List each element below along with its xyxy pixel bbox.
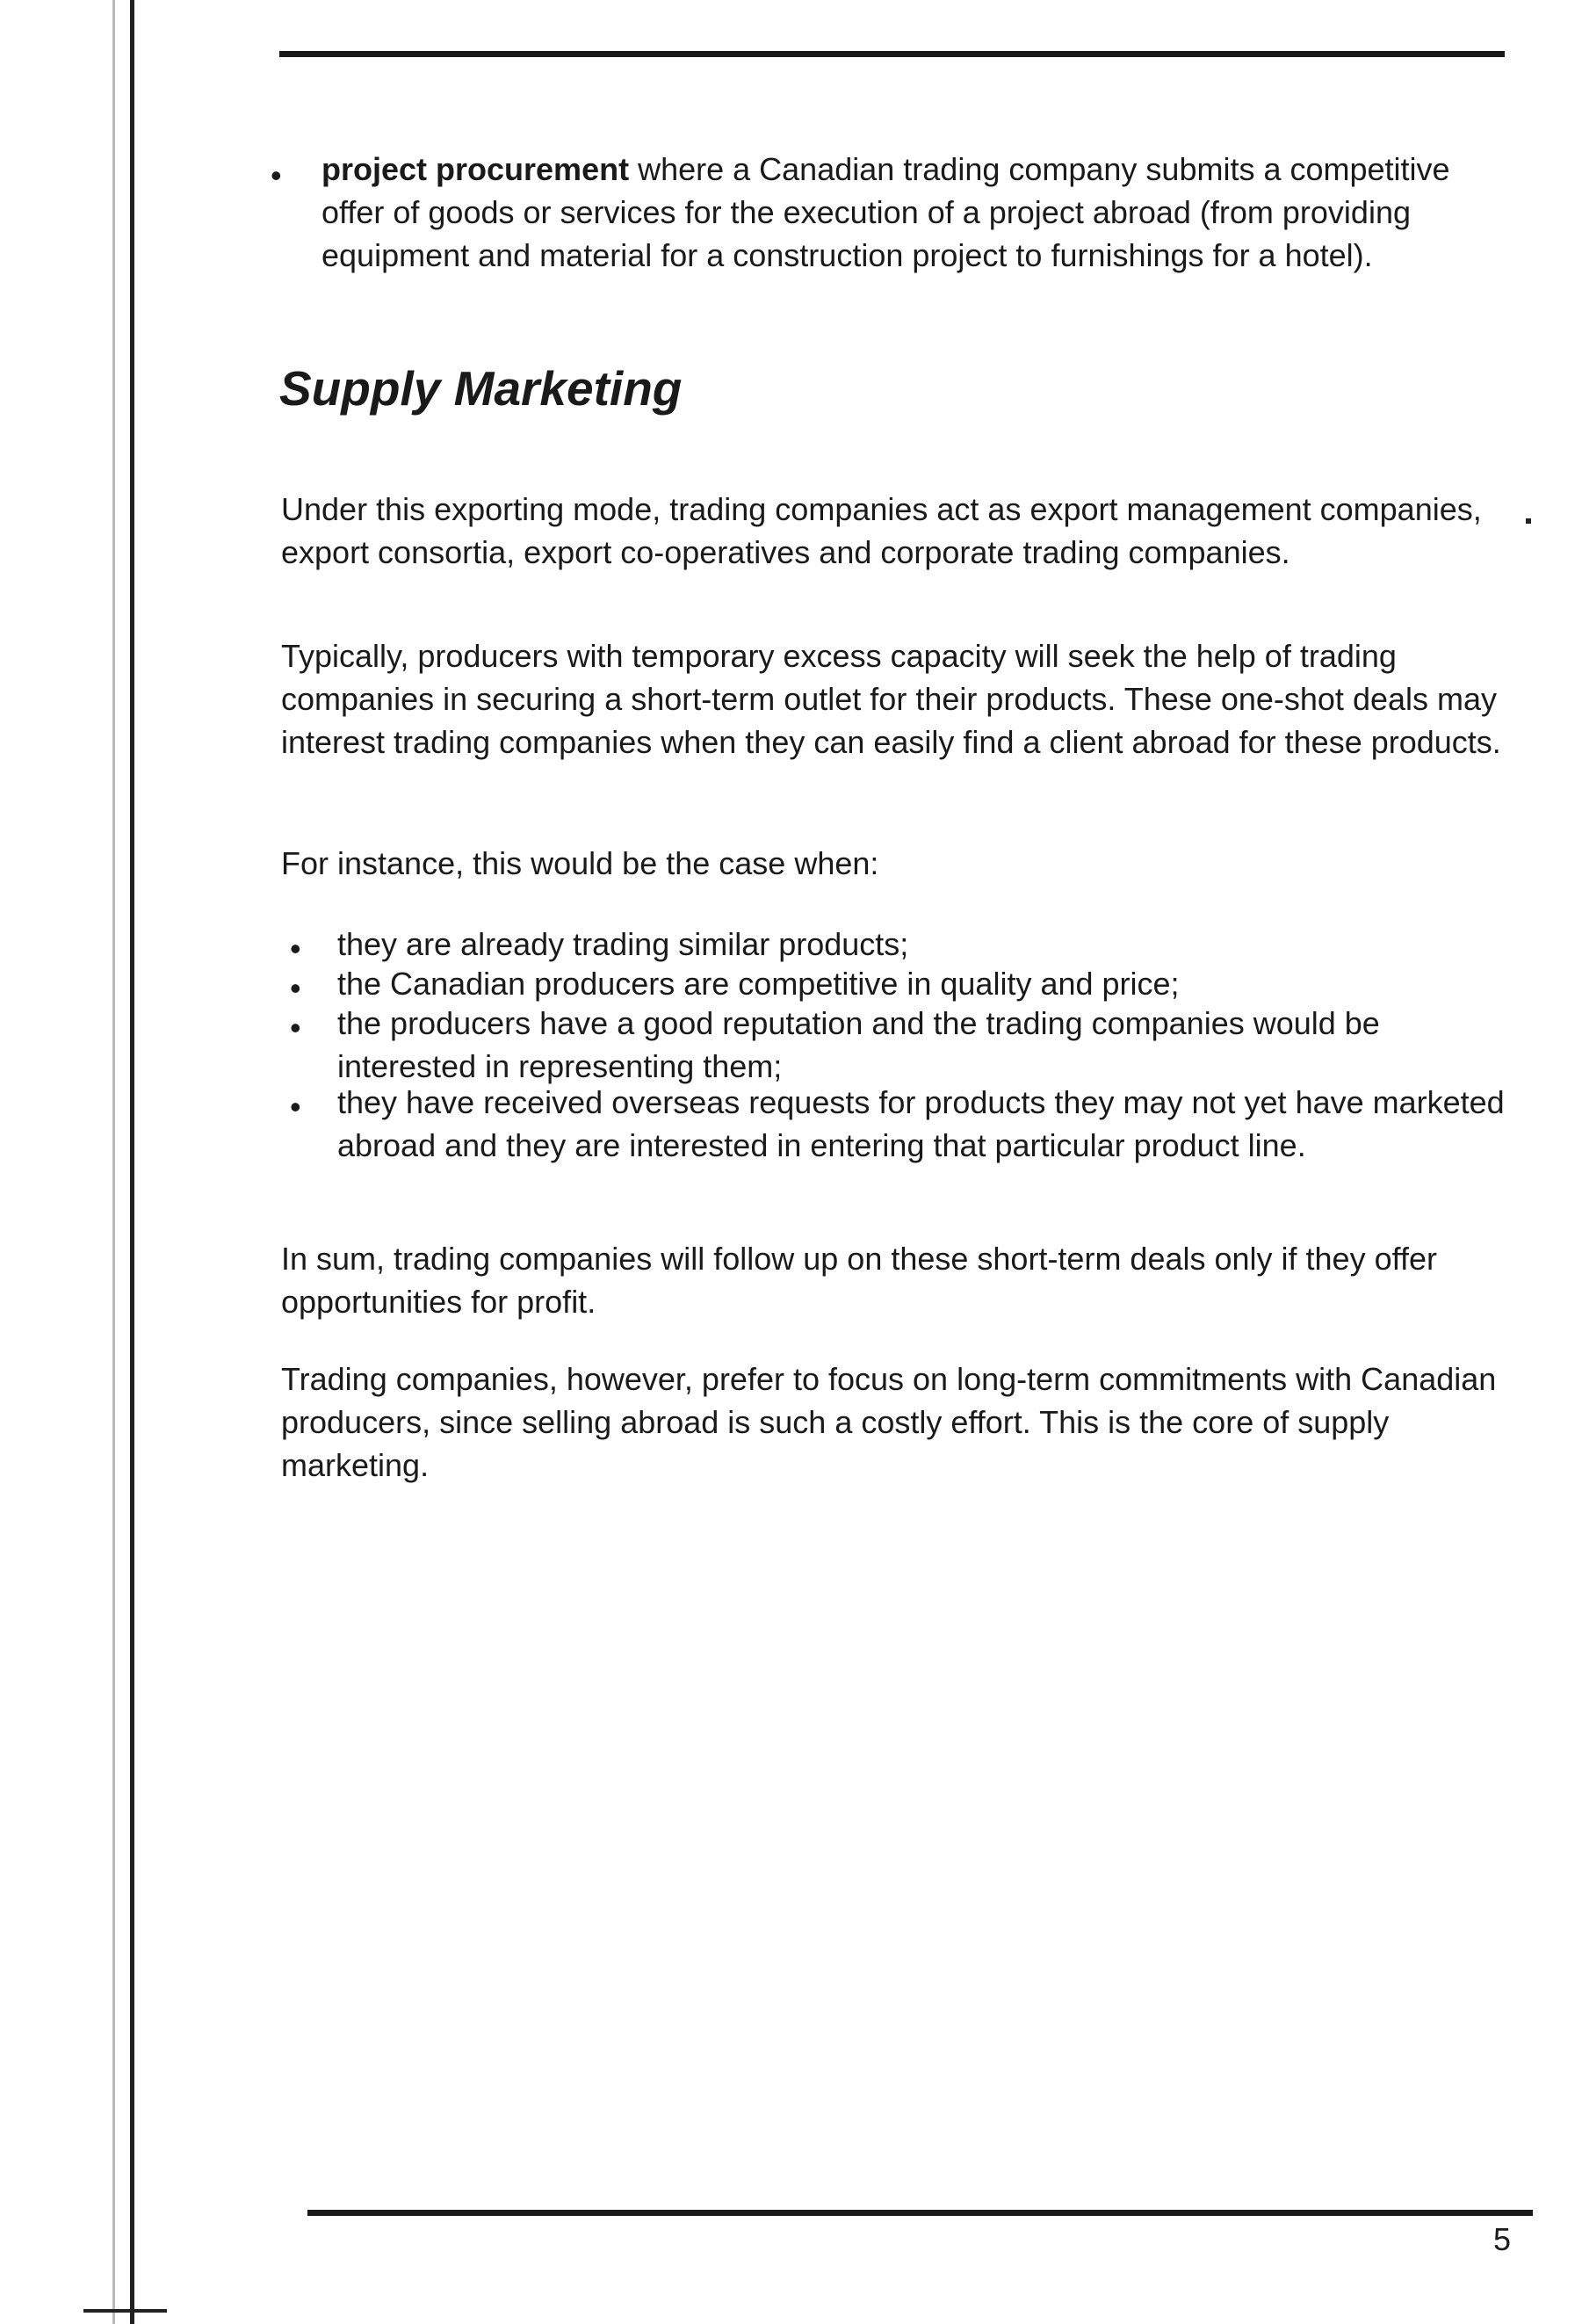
intro-bullet-term: project procurement: [321, 151, 630, 187]
list-item: the Canadian producers are competitive in quality and price;: [337, 966, 1180, 1002]
binding-shadow: [112, 0, 115, 2324]
intro-bullet-item: [321, 148, 1516, 277]
bullet-marker: •: [290, 970, 301, 1006]
paragraph-4: In sum, trading companies will follow up on these short-term deals only if they offer opportunities for profit.: [281, 1241, 1437, 1320]
bullet-marker: •: [290, 930, 301, 967]
paragraph-1: Under this exporting mode, trading companies act as export management companies, export consortia, export co-operatives and corporate trading companies.: [281, 491, 1482, 570]
paragraph-2: Typically, producers with temporary excess capacity will seek the help of trading companies in securing a short-term outlet for their products. These one-shot deals may interest trading companies when they can easily find a client abroad for these products.: [281, 638, 1501, 760]
list-item: they have received overseas requests for products they may not yet have marketed abroad and they are interested in entering that particular product line.: [337, 1084, 1505, 1163]
section-heading: Supply Marketing: [279, 361, 683, 416]
bullet-marker: •: [290, 1010, 301, 1046]
page-number: 5: [1493, 2221, 1512, 2257]
intro-bullet-text: where a Canadian trading company submits a competitive offer of goods or services for the execution of a project abroad (from providing equipment and material for a construction project to furnishings for a hotel).: [321, 151, 1450, 273]
header-rule: [279, 51, 1505, 57]
binding-edge: [130, 0, 134, 2324]
bullet-marker: •: [290, 1089, 301, 1125]
paragraph-3: For instance, this would be the case when:: [281, 845, 879, 881]
binding-foot: [83, 2309, 167, 2313]
footer-rule: [307, 2210, 1533, 2216]
list-item: they are already trading similar products;: [337, 926, 909, 962]
paragraph-5: Trading companies, however, prefer to focus on long-term commitments with Canadian producers, since selling abroad is such a costly effort. This is the core of supply marketing.: [281, 1361, 1497, 1483]
list-item: the producers have a good reputation and the trading companies would be interested in representing them;: [337, 1005, 1380, 1084]
stray-mark: [1526, 518, 1531, 524]
bullet-marker: •: [271, 157, 282, 193]
